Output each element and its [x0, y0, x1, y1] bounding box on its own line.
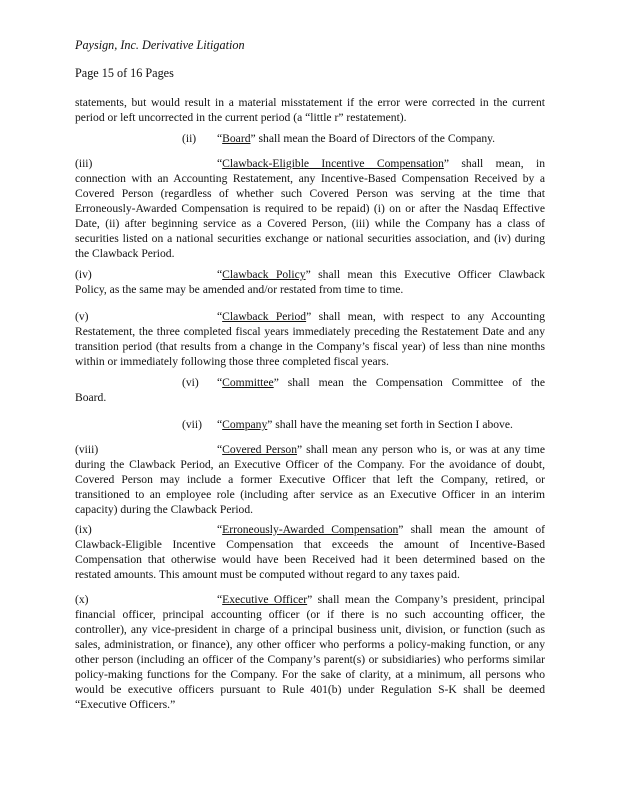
definition-policy-body: Policy, as the same may be amended and/or restated from time to time.: [75, 283, 404, 296]
definition-covered-body: during the Clawback Period, an Executive Officer of the Company. For the avoidance of doubt, Covered Person may include a former Executive Officer that left the Company, retired, or transitioned to an employee role (including after service as an Executive Officer in an interim capacity) during the Clawback Period.: [75, 458, 545, 516]
definition-incentive-lead: “Clawback-Eligible Incentive Compensation” shall mean, in: [217, 157, 545, 170]
continuation-line-1: statements, but would result in a material misstatement if the error were corrected in the current: [75, 96, 545, 109]
definition-covered-number: (viii): [75, 443, 99, 456]
definition-incentive-number: (iii): [75, 157, 93, 170]
definition-committee-number: (vi): [182, 376, 199, 389]
definition-company: “Company” shall have the meaning set forth in Section I above.: [217, 418, 513, 431]
definition-company-number: (vii): [182, 418, 202, 431]
definition-covered-lead: “Covered Person” shall mean any person who is, or was at any time: [217, 443, 545, 456]
definition-erroneous-body: Clawback-Eligible Incentive Compensation that exceeds the amount of Incentive-Based Compensation that otherwise would have been Received had it been determined based on the restated amounts. This amount must be computed without regard to any taxes paid.: [75, 538, 545, 581]
definition-term-company: Company: [222, 418, 268, 431]
definition-erroneous-number: (ix): [75, 523, 92, 536]
definition-term-period: Clawback Period: [222, 310, 307, 323]
definition-executive-number: (x): [75, 593, 89, 606]
definition-erroneous-lead: “Erroneously-Awarded Compensation” shall mean the amount of: [217, 523, 545, 536]
definition-term-executive: Executive Officer: [222, 593, 308, 606]
definition-incentive-body: connection with an Accounting Restatement, any Incentive-Based Compensation Received by a Covered Person (regardless of whether such Covered Person was serving at the time that Erroneously-Awarded Compensation is required to be repaid) (i) on or after the Nasdaq Effective Date, (ii) after beginning service as a Covered Person, (iii) while the Company has a class of securities listed on a national securities exchange or national securities association, and (iv) during the Clawback Period.: [75, 172, 545, 260]
definition-policy-number: (iv): [75, 268, 92, 281]
definition-period-lead: “Clawback Period” shall mean, with respect to any Accounting: [217, 310, 545, 323]
definition-policy-lead: “Clawback Policy” shall mean this Executive Officer Clawback: [217, 268, 545, 281]
document-title: Paysign, Inc. Derivative Litigation: [75, 38, 245, 52]
continuation-line-2: period or left uncorrected in the current period (a “little r” restatement).: [75, 111, 407, 124]
definition-board-number: (ii): [182, 132, 197, 145]
definition-term-erroneous: Erroneously-Awarded Compensation: [222, 523, 399, 536]
definition-board: “Board” shall mean the Board of Directors of the Company.: [217, 132, 496, 145]
definition-period-body: Restatement, the three completed fiscal years immediately preceding the Restatement Date and any transition period (that results from a change in the Company’s fiscal year) of less than nine months within or immediately following those three completed fiscal years.: [75, 325, 545, 368]
definition-period-number: (v): [75, 310, 89, 323]
definition-committee-body: Board.: [75, 391, 107, 404]
definition-term-committee: Committee: [222, 376, 274, 389]
definition-term-covered: Covered Person: [222, 443, 298, 456]
definition-committee-lead: “Committee” shall mean the Compensation Committee of the: [217, 376, 545, 389]
page-indicator: Page 15 of 16 Pages: [75, 66, 174, 80]
definition-executive-lead: “Executive Officer” shall mean the Company’s president, principal: [217, 593, 545, 606]
definition-term-policy: Clawback Policy: [222, 268, 306, 281]
definition-executive-body: financial officer, principal accounting officer (or if there is no such accounting officer, the controller), any vice-president in charge of a principal business unit, division, or function (such as sales, administration, or finance), any other officer who performs a policy-making function, or any other person (including an officer of the Company’s parent(s) or subsidiaries) who performs similar policy-making functions for the Company. For the sake of clarity, at a minimum, all persons who would be executive officers pursuant to Rule 401(b) under Regulation S-K shall be deemed “Executive Officers.”: [75, 608, 545, 711]
continuation-paragraph: [75, 95, 545, 125]
definition-term-board: Board: [222, 132, 251, 145]
definition-term-incentive: Clawback-Eligible Incentive Compensation: [222, 157, 444, 170]
